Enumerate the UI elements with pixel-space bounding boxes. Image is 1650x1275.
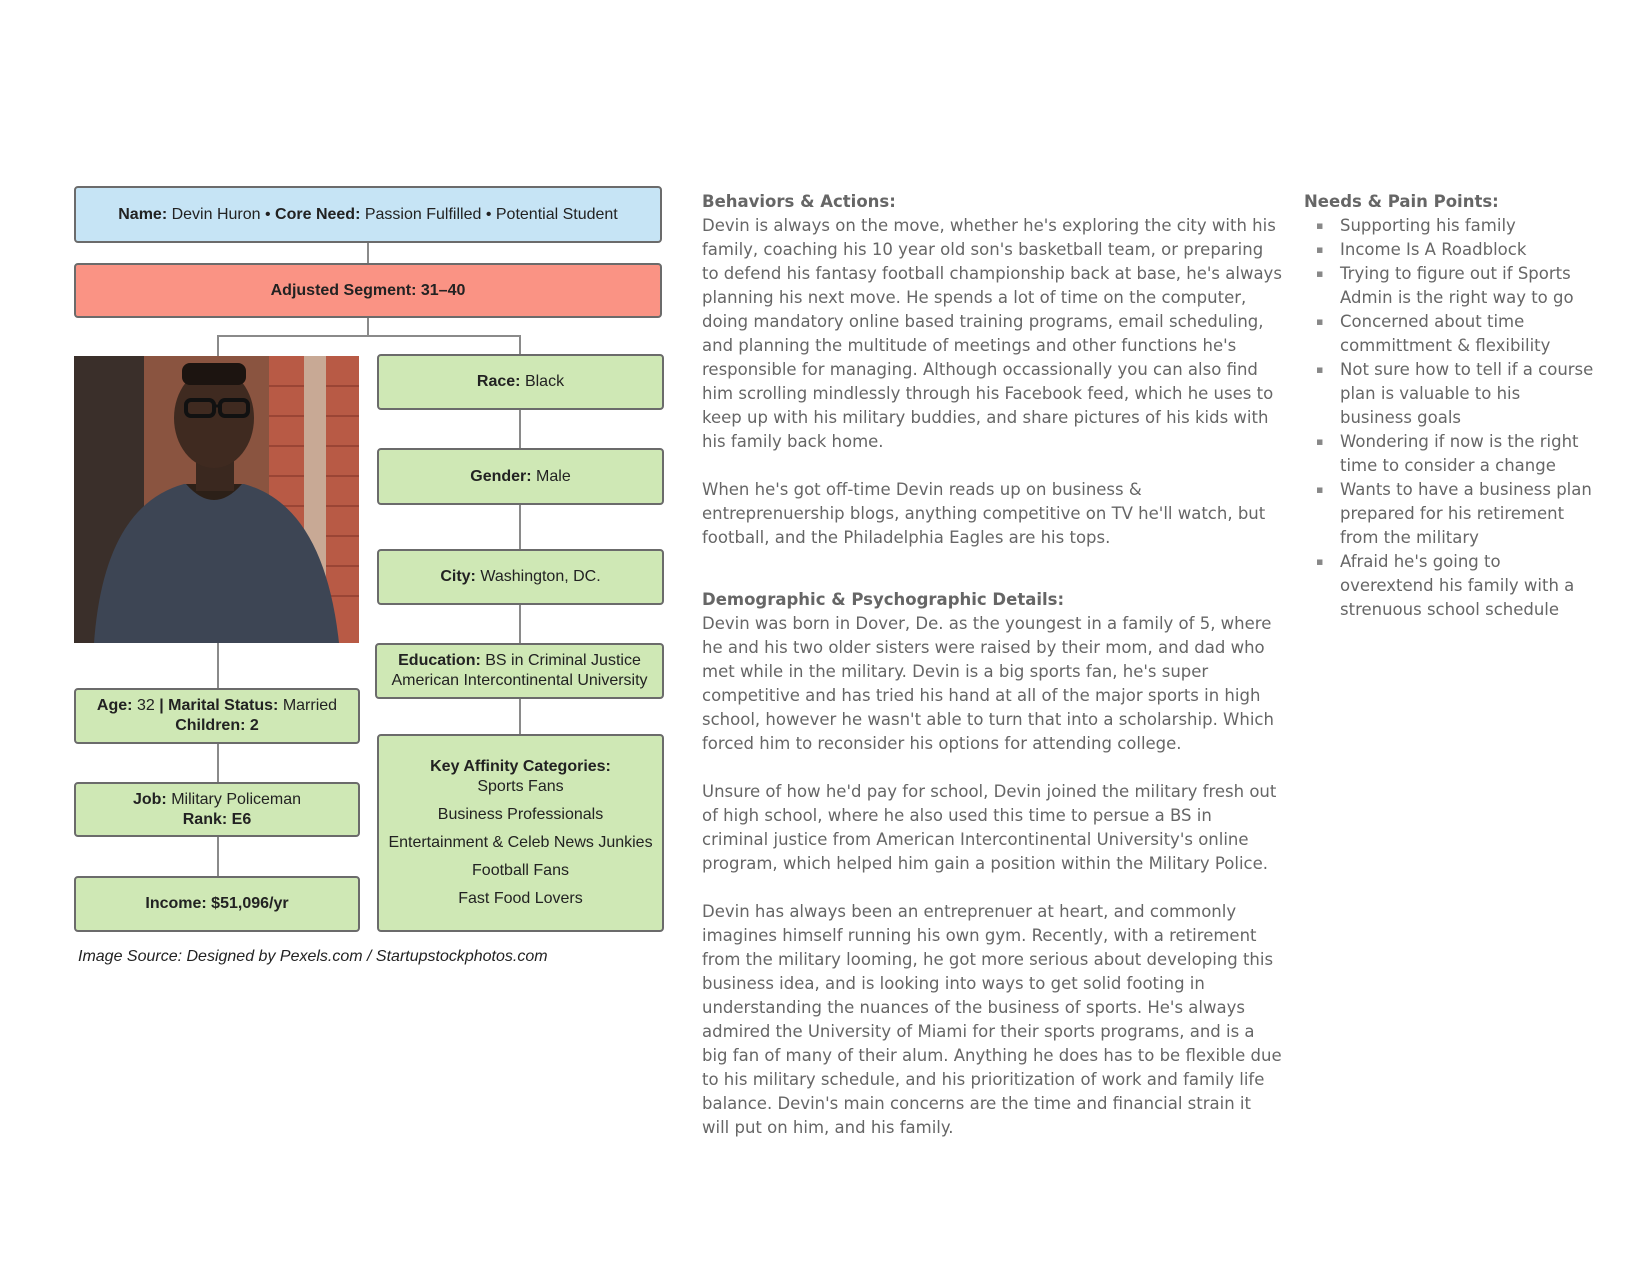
education-box [375,643,664,699]
gender-box [377,448,664,505]
demographic-paragraph: Devin was born in Dover, De. as the youngest in a family of 5, where he and his two older sisters were raised by their mom, and dad who met while in the military. Devin is a big sports fan, he's super competitive and has tried his hand at all of the major sports in high school, however he wasn't able to turn that into a scholarship. Which forced him to reconsider his options for attending college. [702,614,1274,753]
connector-line [217,335,219,356]
job-box [74,782,360,837]
needs-item: ▪ Not sure how to tell if a course plan is valuable to his business goals [1304,358,1594,430]
separator: • [264,205,271,223]
marital-label: Marital Status: [168,697,279,714]
city-value: Washington, DC. [480,568,601,585]
behaviors-paragraph: When he's got off-time Devin reads up on business & entreprenuership blogs, anything competitive on TV he'll watch, but football, and the Philadelphia Eagles are his tops. [702,480,1266,547]
children-label: Children: [175,717,246,734]
race-box [377,354,664,410]
age-label: Age: [96,697,133,714]
needs-item: ▪ Trying to figure out if Sports Admin is the right way to go [1304,262,1594,310]
behaviors-column [702,190,1282,1164]
image-caption: Image Source: Designed by Pexels.com / Startupstockphotos.com [78,948,548,965]
income-value: Income: $51,096/yr [145,895,289,912]
connector-line [217,837,219,876]
city-box [377,549,664,605]
behaviors-paragraph: Devin is always on the move, whether he's exploring the city with his family, coaching his 10 year old son's basketball team, or preparing to defend his fantasy football championship back at base, he's always planning his next move. He spends a lot of time on the computer, doing mandatory online based training programs, email scheduling, and planning the multitude of meetings and other functions he's responsible for managing. Although occassionally you can also find him scrolling mindlessly through his Facebook feed, which he uses to keep up with his military buddies, and share pictures of his kids with his family back home. [702,216,1282,451]
affinity-title: Key Affinity Categories: [430,758,611,775]
role-value: Potential Student [495,205,618,223]
needs-item: ▪ Concerned about time committment & flexibility [1304,310,1594,358]
children-value: 2 [249,717,259,734]
segment-box [74,263,662,318]
affinity-item: Sports Fans [477,778,564,795]
separator: | [159,697,164,714]
age-value: 32 [136,697,155,714]
needs-column [1304,190,1594,622]
connector-line [519,335,521,354]
connector-line [519,605,521,643]
connector-line [217,643,219,688]
income-box [74,876,360,932]
rank-value: E6 [231,810,252,828]
persona-photo-illustration [74,356,359,643]
needs-item: ▪ Income Is A Roadblock [1304,238,1594,262]
gender-value: Male [536,467,571,485]
segment-label: Adjusted Segment: [270,281,417,299]
job-value: Military Policeman [171,790,302,808]
connector-line [519,505,521,549]
demographic-paragraph: Devin has always been an entreprenuer at heart, and commonly imagines himself running his own gym. Recently, with a retirement from the military looming, he got more serious about developing this business idea, and is looking into ways to get solid footing in understanding the nuances of the business of sports. He's always admired the University of Miami for their sports programs, and is a big fan of many of their alum. Anything he does has to be flexible due to his military schedule, and his prioritization of work and family life balance. Devin's main concerns are the time and financial strain it will put on him, and his family. [702,902,1282,1137]
needs-item: ▪ Wants to have a business plan prepared for his retirement from the military [1304,478,1594,550]
name-label: Name: [118,205,168,223]
segment-value: 31–40 [420,281,466,299]
demographic-heading: Demographic & Psychographic Details: [702,590,1065,609]
education-label: Education: [398,652,481,669]
race-label: Race: [476,373,521,390]
persona-photo [74,356,359,643]
needs-heading: Needs & Pain Points: [1304,192,1499,211]
demographic-paragraph: Unsure of how he'd pay for school, Devin joined the military fresh out of high school, where he also used this time to persue a BS in criminal justice from American Intercontinental University's online program, which helped him gain a position within the Military Police. [702,782,1277,873]
race-value: Black [524,373,565,390]
needs-item: ▪ Supporting his family [1304,214,1594,238]
marital-value: Married [282,697,338,714]
core-need-value: Passion Fulfilled [364,205,482,223]
gender-label: Gender: [470,467,532,485]
age-box [74,688,360,744]
name-value: Devin Huron [171,205,261,223]
behaviors-heading: Behaviors & Actions: [702,192,896,211]
education-value: BS in Criminal Justice [485,652,641,669]
connector-line [367,243,369,263]
persona-header-text [118,205,618,225]
rank-label: Rank: [182,810,228,828]
core-need-label: Core Need: [275,205,361,223]
connector-line [367,318,369,336]
connector-line [519,699,521,734]
connector-line [217,744,219,782]
job-label: Job: [132,790,167,808]
affinity-item: Football Fans [472,862,569,879]
persona-header [74,186,662,243]
city-label: City: [440,568,476,585]
affinity-item: Business Professionals [437,806,604,823]
connector-line [217,335,521,337]
connector-line [519,410,521,448]
affinity-item: Entertainment & Celeb News Junkies [388,834,653,851]
needs-item: ▪ Wondering if now is the right time to consider a change [1304,430,1594,478]
education-school: American Intercontinental University [391,672,648,689]
needs-item: ▪ Afraid he's going to overextend his family with a strenuous school schedule [1304,550,1594,622]
needs-list [1304,214,1594,622]
affinity-item: Fast Food Lovers [458,890,583,907]
affinity-box [377,734,664,932]
separator: • [485,205,492,223]
